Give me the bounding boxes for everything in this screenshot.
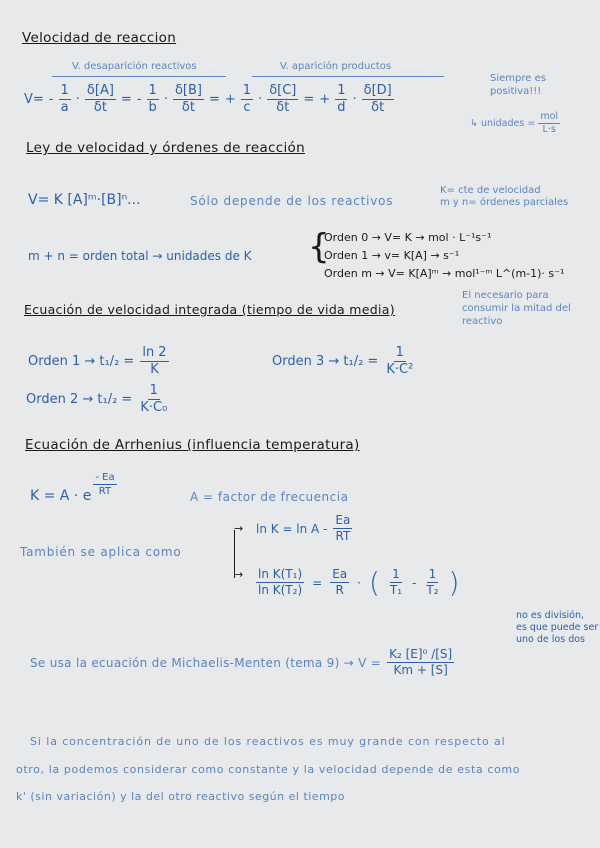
t4-coef xyxy=(335,84,347,116)
ln2-eq: = xyxy=(312,575,323,590)
t3-deriv-den: δt xyxy=(276,100,290,116)
ln2-t2 xyxy=(424,568,440,597)
o3-num: 1 xyxy=(394,346,406,362)
eq2: = xyxy=(208,92,220,108)
arrow-curved-icon: ↳ xyxy=(470,118,478,130)
t2-deriv xyxy=(173,84,204,116)
only-depends-text: Sólo depende de los reactivos xyxy=(190,194,394,208)
note-half-3: reactivo xyxy=(462,316,503,327)
ln1-frac xyxy=(333,514,352,543)
ln1-left: ln K = ln A - xyxy=(256,521,328,536)
brace-icon: { xyxy=(308,227,330,267)
t1-coef-num: 1 xyxy=(59,84,71,100)
ln2-t2-den: T₂ xyxy=(426,583,439,597)
t3-deriv xyxy=(267,84,298,116)
t4-deriv xyxy=(362,84,394,116)
o1-frac xyxy=(140,346,168,378)
ln1-num: Ea xyxy=(333,514,352,529)
ln2-t1-num: 1 xyxy=(390,568,402,583)
note-unidades-den: L·s xyxy=(542,124,556,136)
ln-eq-1 xyxy=(256,514,352,543)
ln2-t1 xyxy=(388,568,404,597)
v-symbol: V= xyxy=(24,92,44,108)
ln-eq-2 xyxy=(256,566,459,599)
o1-num: ln 2 xyxy=(140,346,168,362)
half-life-order-1 xyxy=(28,346,169,378)
t3-coef-den: c xyxy=(243,100,251,116)
branch-arrow-top-icon: → xyxy=(234,522,244,535)
mm-note-2: es que puede ser xyxy=(516,621,599,633)
branch-arrow-bottom-icon: → xyxy=(234,568,244,581)
arrhenius-eq xyxy=(30,472,117,504)
t1-deriv-num: δ[A] xyxy=(85,84,116,100)
order-0: Orden 0 → V= K → mol · L⁻¹s⁻¹ xyxy=(324,231,492,244)
t3-coef xyxy=(241,84,253,116)
ln2-num: ln K(T₁) xyxy=(256,568,304,583)
o3-den: K·C² xyxy=(386,362,414,378)
para-line-3: k' (sin variación) y la del otro reactivo según el tiempo xyxy=(16,790,346,803)
ln2-ea: Ea xyxy=(330,568,349,583)
ln2-t2-num: 1 xyxy=(427,568,439,583)
label-desaparicion: V. desaparición reactivos xyxy=(72,61,197,72)
t4-sign: + xyxy=(319,92,331,108)
o3-left: Orden 3 → t₁/₂ = xyxy=(272,354,379,370)
also-applies: También se aplica como xyxy=(20,545,182,559)
t2-sign: - xyxy=(136,92,142,108)
paren-open-icon: ( xyxy=(368,566,380,599)
bracket-aparicion xyxy=(252,76,444,77)
exp-den: RT xyxy=(98,486,112,497)
t4-deriv-num: δ[D] xyxy=(362,84,394,100)
ln2-r: R xyxy=(335,583,344,597)
t4-deriv-den: δt xyxy=(371,100,385,116)
section-title-velocidad: Velocidad de reaccion xyxy=(22,30,177,46)
michaelis-menten xyxy=(30,648,454,677)
note-unidades-label: unidades = xyxy=(480,118,536,130)
note-half-2: consumir la mitad del xyxy=(462,303,571,314)
ln2-t1-den: T₁ xyxy=(389,583,403,597)
mm-note xyxy=(516,610,598,646)
section-title-arrhenius: Ecuación de Arrhenius (influencia temperatura) xyxy=(25,437,360,453)
t1-coef xyxy=(59,84,71,116)
mm-num: K₂ [E]⁰ /[S] xyxy=(387,648,454,663)
o1-den: K xyxy=(150,362,159,378)
note-unidades-frac xyxy=(538,112,560,136)
o2-den: K·C₀ xyxy=(140,400,168,416)
factor-frecuencia: A = factor de frecuencia xyxy=(190,490,349,504)
para-line-2: otro, la podemos considerar como constante y la velocidad depende de esta como xyxy=(16,763,521,776)
half-life-order-3 xyxy=(272,346,415,378)
ln1-den: RT xyxy=(335,529,351,544)
arrhenius-k-eq: K = A · e xyxy=(30,488,92,504)
t2-coef-num: 1 xyxy=(147,84,159,100)
mm-note-3: uno de los dos xyxy=(516,633,585,645)
t2-coef xyxy=(147,84,159,116)
t1-sign: - xyxy=(48,92,54,108)
t3-coef-num: 1 xyxy=(241,84,253,100)
ln2-dot: · xyxy=(357,575,361,590)
t1-deriv-den: δt xyxy=(93,100,107,116)
mm-frac xyxy=(387,648,454,677)
ln2-frac xyxy=(256,568,304,597)
k-note-2: m y n= órdenes parciales xyxy=(440,197,569,208)
t4-coef-den: d xyxy=(337,100,346,116)
t3-sign: + xyxy=(224,92,236,108)
o2-left: Orden 2 → t₁/₂ = xyxy=(26,392,133,408)
note-unidades-num: mol xyxy=(538,112,560,124)
section-title-integrada: Ecuación de velocidad integrada (tiempo de vida media) xyxy=(24,302,395,317)
t2-coef-den: b xyxy=(148,100,157,116)
mm-den: Km + [S] xyxy=(393,663,448,678)
t1-coef-den: a xyxy=(60,100,69,116)
t3-deriv-num: δ[C] xyxy=(267,84,298,100)
eq1: = xyxy=(120,92,132,108)
paren-close-icon: ) xyxy=(448,566,460,599)
o2-num: 1 xyxy=(148,384,160,400)
label-aparicion: V. aparición productos xyxy=(280,61,392,72)
t2-deriv-den: δt xyxy=(181,100,195,116)
section-title-ley: Ley de velocidad y órdenes de reacción xyxy=(26,140,305,156)
o2-frac xyxy=(138,384,169,416)
arrhenius-exp xyxy=(93,472,116,497)
mm-text: Se usa la ecuación de Michaelis-Menten (tema 9) → V = xyxy=(30,655,382,670)
rate-law: V= K [A]ᵐ·[B]ⁿ... xyxy=(28,192,141,208)
eq3: = xyxy=(303,92,315,108)
bracket-desaparicion xyxy=(52,76,226,77)
order-1: Orden 1 → v= K[A] → s⁻¹ xyxy=(324,249,460,262)
rate-equation: V= - $\frac{1}{a}$ · $\frac{\delta[A]}{\delta t}$ = - $\frac{1}{b}$ · $\frac{\delta[B]}{\delta t}$ = + $\frac{1}{c}$ · $\frac{\delta[C]}{\delta t}$ = + $\frac{1}{d}$ · $\frac{\delta[D]}{\delta t}$ xyxy=(24,83,392,116)
half-life-order-2 xyxy=(26,384,169,416)
mm-note-1: no es división, xyxy=(516,610,585,621)
t1-deriv xyxy=(85,84,116,116)
t2-deriv-num: δ[B] xyxy=(173,84,204,100)
o1-left: Orden 1 → t₁/₂ = xyxy=(28,354,135,370)
order-m: Orden m → V= K[A]ᵐ → mol¹⁻ᵐ L^(m-1)· s⁻¹ xyxy=(324,267,565,280)
ln2-minus: - xyxy=(412,575,417,590)
note-siempre-positiva: Siempre es positiva!!! xyxy=(490,73,546,97)
ln2-ea-r xyxy=(330,568,349,597)
exp-num: - Ea xyxy=(95,472,115,483)
note-half-1: El necesario para xyxy=(462,290,549,301)
para-line-1: Si la concentración de uno de los reactivos es muy grande con respecto al xyxy=(30,735,506,748)
note-unidades xyxy=(470,112,560,136)
ln2-den: ln K(T₂) xyxy=(258,583,303,597)
k-note-1: K= cte de velocidad xyxy=(440,185,541,196)
total-order: m + n = orden total → unidades de K xyxy=(28,249,252,263)
o3-frac xyxy=(384,346,415,378)
t4-coef-num: 1 xyxy=(335,84,347,100)
